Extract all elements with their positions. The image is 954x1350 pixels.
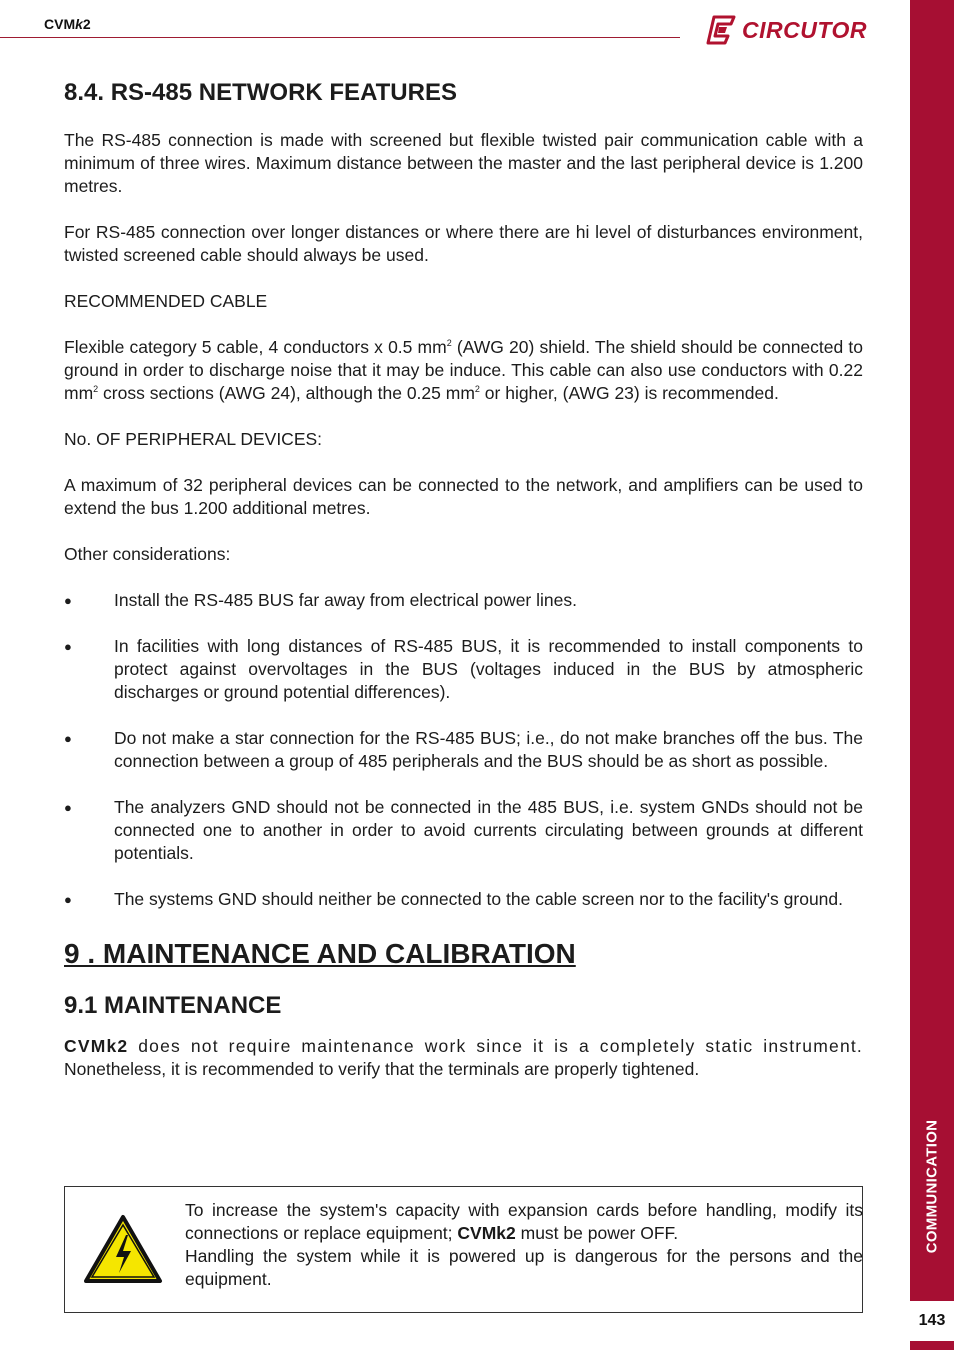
warning-product-name: CVMk2: [457, 1223, 516, 1243]
paragraph-cable-spec: [64, 336, 863, 405]
sidebar-section-text: COMMUNICATION: [923, 1119, 941, 1253]
cable-spec-part-d: or higher, (AWG 23) is recommended.: [479, 383, 779, 403]
header-divider: [0, 37, 680, 38]
brand-logo: [706, 10, 886, 50]
paragraph-longer-distances: For RS-485 connection over longer distances or where there are hi level of disturbances environment, twisted screened cable should always be used.: [64, 222, 863, 265]
paragraph-connection: The RS-485 connection is made with screened but flexible twisted pair communication cable with a minimum of three wires. Maximum distance between the master and the last peripheral device is 1.200 metres.: [64, 130, 863, 196]
brand-name: CIRCUTOR: [742, 16, 867, 43]
maintenance-lead: does not require maintenance work since it is a completely static instrument.: [128, 1036, 863, 1056]
list-item: [64, 727, 863, 773]
warning-line-1-b: must be power OFF.: [515, 1223, 679, 1243]
warning-line-1-a: To increase the system's capacity with expansion cards before handling, modify its connections or replace equipment;: [185, 1200, 863, 1243]
paragraph-max-peripherals: A maximum of 32 peripheral devices can be connected to the network, and amplifiers can be used to extend the bus 1.200 additional metres.: [64, 475, 863, 518]
cable-spec-part-b: (AWG 20) shield. The shield should be connected to ground in order to discharge noise that it may be induce. This cable can also use conductors with 0.22 mm: [64, 337, 863, 403]
page-number: 143: [910, 1300, 954, 1341]
safety-warning-box: [64, 1186, 863, 1313]
warning-text: [185, 1199, 863, 1291]
paragraph-maintenance: [64, 1035, 863, 1081]
warning-line-2: Handling the system while it is powered up is dangerous for the persons and the equipment.: [185, 1246, 863, 1289]
warning-line-1: [185, 1199, 863, 1245]
main-content: [64, 78, 863, 1104]
bullet-icon: ●: [64, 593, 72, 608]
paragraph-other-considerations: Other considerations:: [64, 544, 231, 564]
paragraph-recommended-cable-label: RECOMMENDED CABLE: [64, 291, 268, 311]
product-name: CVMk2: [64, 1036, 129, 1056]
chapter-heading-9: 9 . MAINTENANCE AND CALIBRATION: [64, 938, 576, 969]
sidebar-section-label: [910, 1096, 954, 1276]
model-suffix: 2: [82, 16, 91, 32]
list-item-text: In facilities with long distances of RS-485 BUS, it is recommended to install components to protect against overvoltages in the BUS (voltages induced in the BUS by atmospheric discharges or ground potential differences).: [114, 636, 863, 702]
considerations-list: [64, 589, 863, 911]
header-model-name: [44, 16, 91, 32]
circutor-logo-icon: [706, 14, 738, 46]
cable-spec-part-a: Flexible category 5 cable, 4 conductors x 0.5 mm: [64, 337, 447, 357]
list-item-text: Install the RS-485 BUS far away from electrical power lines.: [114, 590, 577, 610]
cable-spec-sup-2: 2: [93, 384, 99, 395]
paragraph-peripheral-devices-label: No. OF PERIPHERAL DEVICES:: [64, 429, 323, 449]
section-heading-9-1: 9.1 MAINTENANCE: [64, 992, 282, 1019]
cable-spec-part-c: cross sections (AWG 24), although the 0.25 mm: [98, 383, 475, 403]
list-item-text: Do not make a star connection for the RS-485 BUS; i.e., do not make branches off the bus. The connection between a group of 485 peripherals and the BUS should be as short as possible.: [114, 728, 863, 771]
cable-spec-sup-3: 2: [474, 384, 480, 395]
list-item-text: The analyzers GND should not be connected in the 485 BUS, i.e. system GNDs should not be connected one to another in order to avoid currents circulating between grounds at different potentials.: [114, 797, 863, 863]
high-voltage-warning-icon: [83, 1213, 163, 1285]
list-item: [64, 888, 863, 911]
maintenance-rest: Nonetheless, it is recommended to verify that the terminals are properly tightened.: [64, 1059, 700, 1079]
bullet-icon: ●: [64, 639, 72, 654]
list-item: [64, 796, 863, 865]
model-k: k: [75, 16, 83, 32]
bullet-icon: ●: [64, 731, 72, 746]
bullet-icon: ●: [64, 892, 72, 907]
list-item: [64, 635, 863, 704]
list-item: [64, 589, 863, 612]
list-item-text: The systems GND should neither be connected to the cable screen nor to the facility's ground.: [114, 889, 844, 909]
cable-spec-sup-1: 2: [446, 338, 452, 349]
section-heading-8-4: 8.4. RS-485 NETWORK FEATURES: [64, 79, 457, 106]
model-prefix: CVM: [44, 16, 76, 32]
bullet-icon: ●: [64, 800, 72, 815]
